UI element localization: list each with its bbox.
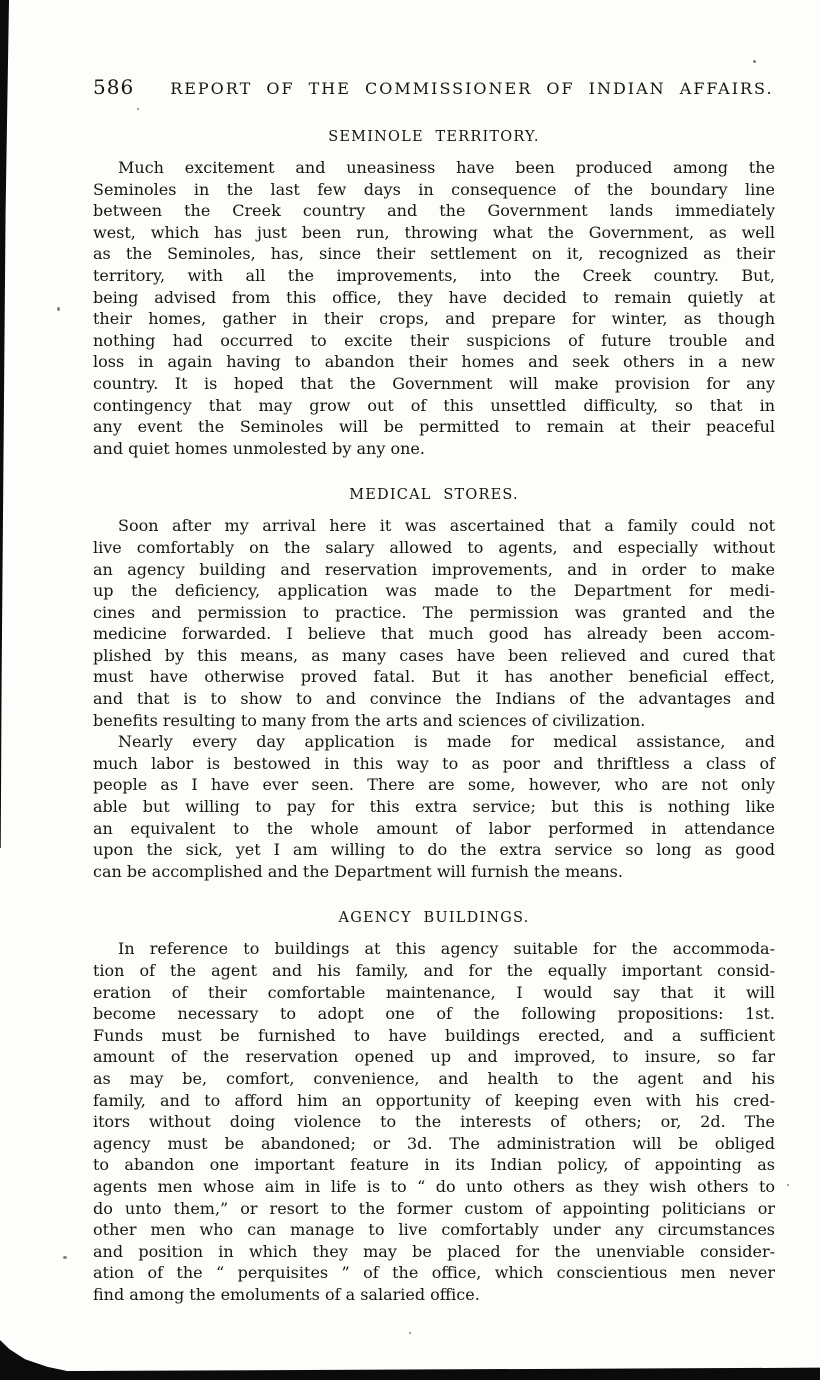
- text-line: between the Creek country and the Government lands immediately: [93, 201, 775, 221]
- text-line: able but willing to pay for this extra service; but this is nothing like: [93, 797, 775, 817]
- text-line: must have otherwise proved fatal. But it has another beneficial effect,: [93, 667, 775, 687]
- text-line: territory, with all the improvements, into the Creek country. But,: [93, 265, 775, 285]
- text-line: as may be, comfort, convenience, and health to the agent and his: [93, 1068, 775, 1088]
- text-line: Soon after my arrival here it was ascertained that a family could not: [118, 516, 775, 536]
- text-line: itors without doing violence to the interests of others; or, 2d. The: [93, 1112, 775, 1132]
- text-line: family, and to afford him an opportunity of keeping even with his cred-: [93, 1090, 775, 1110]
- text-line: tion of the agent and his family, and for the equally important consid-: [93, 961, 775, 980]
- text-line: other men who can manage to live comfortably under any circumstances: [93, 1220, 775, 1240]
- text-line: In reference to buildings at this agency suitable for the accommoda-: [118, 939, 775, 959]
- scan-speck: [57, 307, 60, 311]
- section-seminole-territory: [93, 127, 775, 459]
- text-line: become necessary to adopt one of the following propositions: 1st.: [93, 1004, 775, 1024]
- text-line: up the deficiency, application was made to the Department for medi-: [93, 581, 775, 601]
- scan-speck: [409, 1332, 411, 1334]
- text-line: any event the Seminoles will be permitted to remain at their peaceful: [93, 417, 775, 437]
- text-line: cines and permission to practice. The permission was granted and the: [93, 602, 775, 622]
- text-line: an agency building and reservation improvements, and in order to make: [93, 559, 775, 579]
- text-line: eration of their comfortable maintenance, I would say that it will: [93, 982, 775, 1002]
- scan-artifact-corner-wedge: [0, 1340, 66, 1372]
- text-line: loss in again having to abandon their homes and seek others in a new: [93, 352, 775, 372]
- text-line: Much excitement and uneasiness have been produced among the: [118, 158, 775, 177]
- text-line: ation of the “ perquisites ” of the office, which conscientious men never: [93, 1263, 775, 1283]
- text-line: agents men whose aim in life is to “ do unto others as they wish others to: [93, 1176, 775, 1196]
- text-line: and position in which they may be placed for the unenviable consider-: [93, 1241, 775, 1261]
- text-line: and quiet homes unmolested by any one.: [93, 438, 425, 458]
- text-line: live comfortably on the salary allowed to agents, and especially without: [93, 537, 775, 557]
- text-line: Nearly every day application is made for medical assistance, and: [118, 732, 775, 752]
- paragraph: [93, 515, 775, 731]
- text-line: to abandon one important feature in its Indian policy, of appointing as: [93, 1155, 775, 1175]
- running-header: [93, 75, 775, 101]
- text-line: amount of the reservation opened up and improved, to insure, so far: [93, 1047, 775, 1067]
- text-line: Seminoles in the last few days in consequence of the boundary line: [93, 179, 775, 199]
- text-line: medicine forwarded. I believe that much good has already been accom-: [93, 624, 775, 644]
- text-line: can be accomplished and the Department will furnish the means.: [93, 861, 623, 881]
- section-heading: SEMINOLE TERRITORY.: [328, 129, 540, 145]
- section-medical-stores: [93, 485, 775, 882]
- scan-speck: [137, 108, 139, 110]
- text-line: being advised from this office, they have decided to remain quietly at: [93, 287, 775, 307]
- paragraph: [93, 157, 775, 459]
- page-number: 586: [93, 75, 135, 99]
- page-content: [93, 75, 775, 1306]
- text-line: plished by this means, as many cases have been relieved and cured that: [93, 645, 775, 665]
- text-line: their homes, gather in their crops, and prepare for winter, as though: [93, 309, 775, 329]
- text-line: find among the emoluments of a salaried office.: [93, 1284, 480, 1304]
- text-line: Funds must be furnished to have buildings erected, and a sufficient: [93, 1025, 775, 1045]
- text-line: people as I have ever seen. There are some, however, who are not only: [93, 775, 775, 795]
- text-line: benefits resulting to many from the arts and sciences of civilization.: [93, 710, 646, 730]
- paragraph: [93, 938, 775, 1305]
- section-heading: MEDICAL STORES.: [349, 487, 519, 504]
- text-line: an equivalent to the whole amount of labor performed in attendance: [93, 818, 775, 838]
- scan-artifact-left-edge: [0, 0, 9, 848]
- scan-speck: [63, 1256, 67, 1259]
- text-line: agency must be abandoned; or 3d. The administration will be obliged: [93, 1133, 775, 1153]
- text-line: and that is to show to and convince the Indians of the advantages and: [93, 689, 775, 709]
- text-line: nothing had occurred to excite their suspicions of future trouble and: [93, 330, 775, 350]
- scan-speck: [753, 60, 756, 63]
- section-heading: AGENCY BUILDINGS.: [338, 910, 530, 927]
- section-agency-buildings: [93, 908, 775, 1305]
- text-line: do unto them,” or resort to the former custom of appointing politicians or: [93, 1198, 775, 1218]
- text-line: as the Seminoles, has, since their settlement on it, recognized as their: [93, 244, 775, 264]
- scan-artifact-bottom-bar: [0, 1366, 820, 1380]
- text-line: contingency that may grow out of this unsettled difficulty, so that in: [93, 395, 775, 415]
- scan-speck: [787, 1184, 789, 1186]
- text-line: west, which has just been run, throwing what the Government, as well: [93, 222, 775, 242]
- text-line: country. It is hoped that the Government will make provision for any: [93, 373, 775, 393]
- paragraph: [93, 731, 775, 882]
- text-line: upon the sick, yet I am willing to do the extra service so long as good: [93, 840, 775, 860]
- text-line: much labor is bestowed in this way to as poor and thriftless a class of: [93, 753, 775, 773]
- running-header-title: REPORT OF THE COMMISSIONER OF INDIAN AFFAIRS.: [170, 79, 774, 98]
